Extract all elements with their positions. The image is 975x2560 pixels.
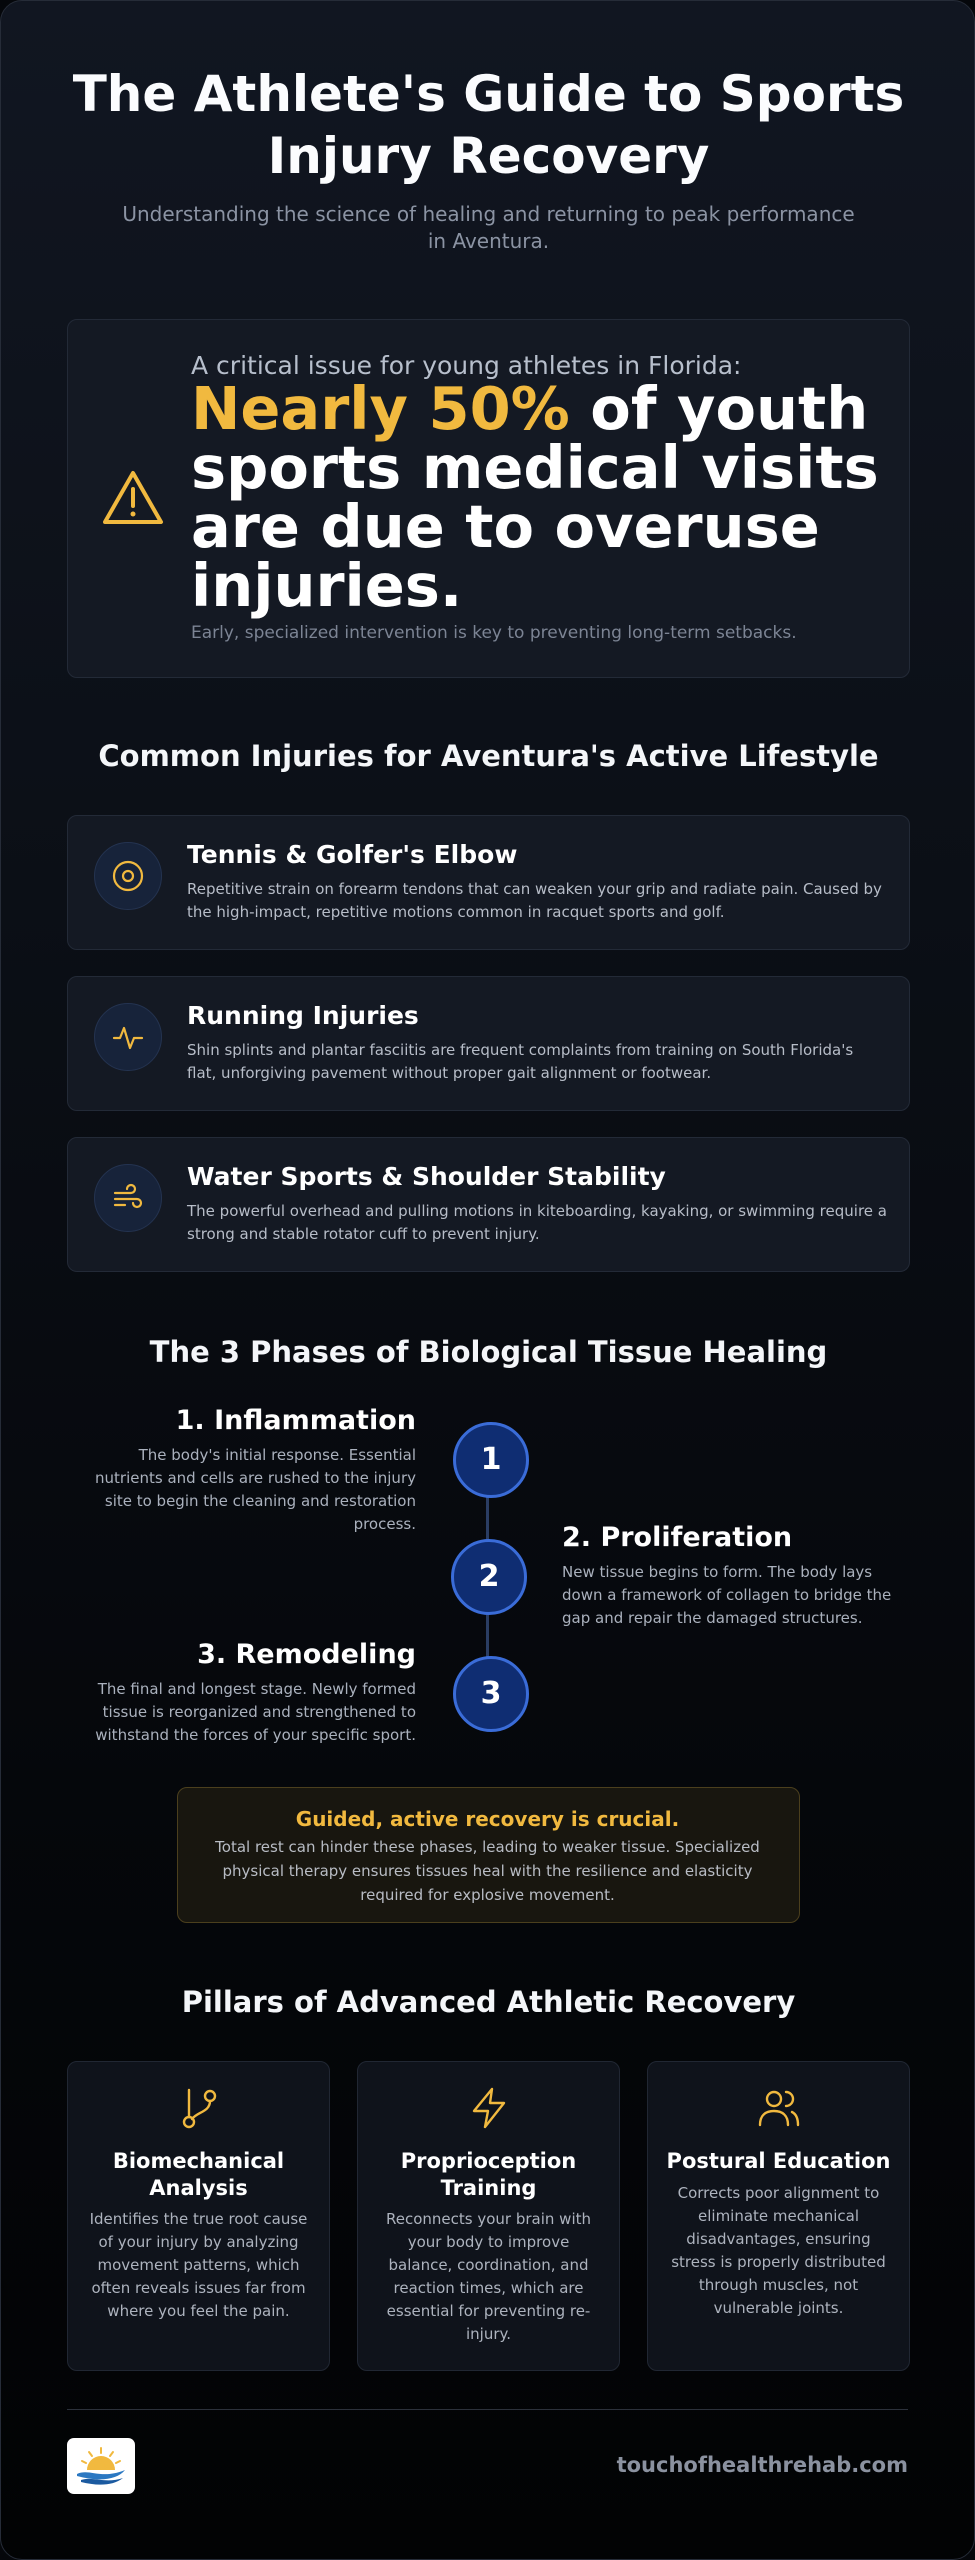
pillar-description: Reconnects your brain with your body to improve balance, coordination, and reaction times, which are essential for preventing re-injury. (386, 2210, 591, 2343)
phase-title: 3. Remodeling (197, 1639, 416, 1670)
callout-title: Guided, active recovery is crucial. (295, 1807, 680, 1831)
page-title: The Athlete's Guide to Sports Injury Recovery (72, 65, 905, 185)
pillar-title: Proprioception Training (400, 2149, 577, 2200)
injury-card (67, 1137, 910, 1272)
pulse-icon (112, 1021, 144, 1053)
injury-title: Running Injuries (187, 1001, 419, 1030)
sun-wave-logo-icon (67, 2438, 135, 2494)
phase-number-1: 1 (453, 1422, 529, 1498)
footer-logo[interactable] (67, 2438, 135, 2494)
pillar-title: Biomechanical Analysis (112, 2149, 285, 2200)
wind-icon (112, 1182, 144, 1214)
injury-description: Repetitive strain on forearm tendons that can weaken your grip and radiate pain. Caused by the high-impact, repetitive motions common in racquet sports and golf. (187, 880, 882, 921)
stat-headline-text: of youth sports medical visits are due to overuse injuries. (191, 374, 879, 620)
injury-title: Tennis & Golfer's Elbow (187, 840, 518, 869)
git-branch-icon (177, 2086, 221, 2130)
pillar-description: Identifies the true root cause of your injury by analyzing movement patterns, which often reveals issues far from where you feel the pain. (89, 2210, 308, 2320)
footer-divider (67, 2409, 908, 2410)
lightning-icon (467, 2086, 511, 2130)
warning-triangle-icon (101, 469, 165, 527)
phase-title: 2. Proliferation (562, 1522, 793, 1553)
pillars-section-title: Pillars of Advanced Athletic Recovery (181, 1985, 796, 2019)
injury-description: The powerful overhead and pulling motions in kiteboarding, kayaking, or swimming require a strong and stable rotator cuff to prevent injury. (187, 1202, 887, 1243)
phase-description: The final and longest stage. Newly formed tissue is reorganized and strengthened to withstand the forces of your specific sport. (95, 1680, 416, 1744)
injury-card (67, 976, 910, 1111)
stat-kicker: A critical issue for young athletes in Florida: (191, 351, 742, 380)
pillar-card (357, 2061, 620, 2371)
stat-headline (191, 374, 881, 620)
pillar-description: Corrects poor alignment to eliminate mechanical disadvantages, ensuring stress is properly distributed through muscles, not vulnerable joints. (671, 2184, 886, 2317)
phase-number-2: 2 (451, 1539, 527, 1615)
users-icon (757, 2086, 801, 2130)
phase-description: The body's initial response. Essential nutrients and cells are rushed to the injury site to begin the cleaning and restoration process. (95, 1446, 416, 1533)
phase-title: 1. Inflammation (175, 1405, 416, 1436)
injury-card (67, 815, 910, 950)
injury-description: Shin splints and plantar fasciitis are frequent complaints from training on South Florida's flat, unforgiving pavement without proper gait alignment or footwear. (187, 1041, 854, 1082)
injuries-section-title: Common Injuries for Aventura's Active Lifestyle (98, 739, 879, 773)
phases-section-title: The 3 Phases of Biological Tissue Healing (149, 1335, 828, 1369)
stat-highlight: Nearly 50% (191, 374, 570, 443)
injury-title: Water Sports & Shoulder Stability (187, 1162, 666, 1191)
phase-description: New tissue begins to form. The body lays down a framework of collagen to bridge the gap and repair the damaged structures. (562, 1563, 892, 1627)
pillar-card (67, 2061, 330, 2371)
page-subtitle: Understanding the science of healing and returning to peak performance in Aventura. (122, 202, 855, 253)
footer-website-link[interactable]: touchofhealthrehab.com (616, 2453, 908, 2477)
phase-number-3: 3 (453, 1656, 529, 1732)
target-icon (112, 860, 144, 892)
stat-note: Early, specialized intervention is key to preventing long-term setbacks. (191, 623, 797, 643)
pillar-card (647, 2061, 910, 2371)
pillar-title: Postural Education (666, 2149, 891, 2173)
callout-text: Total rest can hinder these phases, leading to weaker tissue. Specialized physical therapy ensures tissues heal with the resilience and elasticity required for explosive movement. (215, 1838, 760, 1904)
